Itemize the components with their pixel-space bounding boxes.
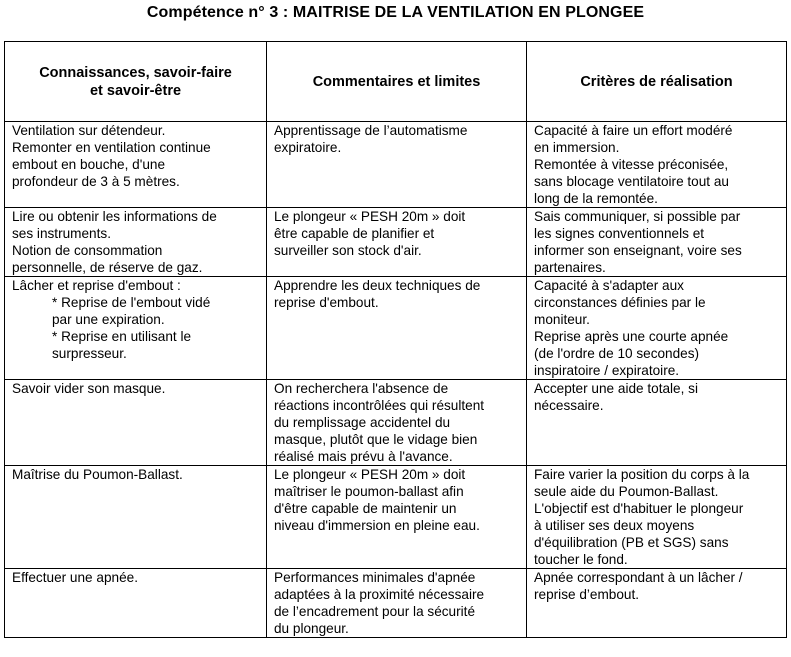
cell-line: surpresseur. <box>52 346 127 361</box>
cell-knowledge <box>5 122 267 208</box>
cell-line: expiratoire. <box>274 140 342 155</box>
cell-knowledge <box>5 380 267 466</box>
cell-comments <box>267 277 527 380</box>
cell-line: * Reprise de l'embout vidé <box>52 295 211 310</box>
header-line: et savoir-être <box>89 82 182 99</box>
cell-line: Ventilation sur détendeur. <box>12 123 166 138</box>
cell-line: inspiratoire / expiratoire. <box>534 363 680 378</box>
cell-line: sans blocage ventilatoire tout au <box>534 174 729 189</box>
page-title: Compétence n° 3 : MAITRISE DE LA VENTILATION EN PLONGEE <box>146 4 645 21</box>
cell-line: adaptées à la proximité nécessaire <box>274 587 485 602</box>
cell-line: Notion de consommation <box>12 243 163 258</box>
header-knowledge <box>5 42 267 122</box>
cell-line: Maîtrise du Poumon-Ballast. <box>12 467 183 482</box>
cell-line: Remonter en ventilation continue <box>12 140 211 155</box>
table-row <box>5 466 787 569</box>
cell-line: Capacité à faire un effort modéré <box>534 123 733 138</box>
cell-line: d'être capable de maintenir un <box>274 501 457 516</box>
cell-line: reprise d’embout. <box>534 587 640 602</box>
table-row <box>5 208 787 277</box>
header-line: Commentaires et limites <box>312 73 481 90</box>
cell-line: Capacité à s'adapter aux <box>534 278 684 293</box>
header-row <box>5 42 787 122</box>
cell-comments <box>267 569 527 638</box>
cell-line: reprise d'embout. <box>274 295 379 310</box>
cell-line: ses instruments. <box>12 226 111 241</box>
cell-criteria <box>527 122 787 208</box>
table-body <box>5 122 787 638</box>
cell-criteria <box>527 466 787 569</box>
header-criteria <box>527 42 787 122</box>
cell-line: long de la remontée. <box>534 191 658 206</box>
cell-line: toucher le fond. <box>534 552 628 567</box>
cell-line: Le plongeur « PESH 20m » doit <box>274 209 466 224</box>
cell-line: Apprendre les deux techniques de <box>274 278 481 293</box>
cell-line: du plongeur. <box>274 621 349 636</box>
header-line: Critères de réalisation <box>580 73 733 90</box>
cell-line: (de l'ordre de 10 secondes) <box>534 346 700 361</box>
cell-line: maîtriser le poumon-ballast afin <box>274 484 464 499</box>
cell-line: seule aide du Poumon-Ballast. <box>534 484 719 499</box>
cell-line: d'équilibration (PB et SGS) sans <box>534 535 729 550</box>
cell-line: Sais communiquer, si possible par <box>534 209 741 224</box>
cell-line: Reprise après une courte apnée <box>534 329 729 344</box>
table-row <box>5 380 787 466</box>
cell-criteria <box>527 277 787 380</box>
cell-line: surveiller son stock d'air. <box>274 243 422 258</box>
cell-knowledge <box>5 277 267 380</box>
table-row <box>5 277 787 380</box>
cell-line: du remplissage accidentel du <box>274 415 451 430</box>
cell-line: Remontée à vitesse préconisée, <box>534 157 729 172</box>
cell-line: profondeur de 3 à 5 mètres. <box>12 174 180 189</box>
cell-criteria <box>527 380 787 466</box>
cell-line: Le plongeur « PESH 20m » doit <box>274 467 466 482</box>
cell-line: Apprentissage de l’automatisme <box>274 123 468 138</box>
cell-line: en immersion. <box>534 140 620 155</box>
cell-line: partenaires. <box>534 260 606 275</box>
cell-line: embout en bouche, d'une <box>12 157 166 172</box>
cell-line: Lâcher et reprise d'embout : <box>12 278 181 293</box>
cell-line: être capable de planifier et <box>274 226 435 241</box>
cell-line: à utiliser ses deux moyens <box>534 518 695 533</box>
cell-line: nécessaire. <box>534 398 604 413</box>
cell-line: réactions incontrôlées qui résultent <box>274 398 485 413</box>
cell-line: * Reprise en utilisant le <box>52 329 192 344</box>
cell-knowledge <box>5 466 267 569</box>
table-row <box>5 122 787 208</box>
cell-line: On recherchera l'absence de <box>274 381 449 396</box>
cell-line: circonstances définies par le <box>534 295 706 310</box>
cell-line: niveau d'immersion en pleine eau. <box>274 518 480 533</box>
cell-comments <box>267 122 527 208</box>
cell-line: Savoir vider son masque. <box>12 381 166 396</box>
cell-criteria <box>527 208 787 277</box>
cell-line: Accepter une aide totale, si <box>534 381 698 396</box>
cell-criteria <box>527 569 787 638</box>
cell-comments <box>267 380 527 466</box>
cell-comments <box>267 208 527 277</box>
cell-line: L'objectif est d'habituer le plongeur <box>534 501 744 516</box>
cell-line: Lire ou obtenir les informations de <box>12 209 217 224</box>
cell-line: Apnée correspondant à un lâcher / <box>534 570 743 585</box>
cell-line: réalisé mais prévu à l'avance. <box>274 449 453 464</box>
cell-comments <box>267 466 527 569</box>
cell-line: informer son enseignant, voire ses <box>534 243 742 258</box>
cell-line: Faire varier la position du corps à la <box>534 467 750 482</box>
cell-line: de l’encadrement pour la sécurité <box>274 604 475 619</box>
cell-line: par une expiration. <box>52 312 165 327</box>
cell-knowledge <box>5 208 267 277</box>
header-line: Connaissances, savoir-faire <box>39 64 232 81</box>
cell-line: les signes conventionnels et <box>534 226 705 241</box>
cell-knowledge <box>5 569 267 638</box>
cell-line: Performances minimales d'apnée <box>274 570 476 585</box>
cell-line: Effectuer une apnée. <box>12 570 138 585</box>
cell-line: moniteur. <box>534 312 590 327</box>
cell-line: personnelle, de réserve de gaz. <box>12 260 203 275</box>
cell-line: masque, plutôt que le vidage bien <box>274 432 478 447</box>
header-comments <box>267 42 527 122</box>
table-row <box>5 569 787 638</box>
competence-table <box>4 41 787 638</box>
